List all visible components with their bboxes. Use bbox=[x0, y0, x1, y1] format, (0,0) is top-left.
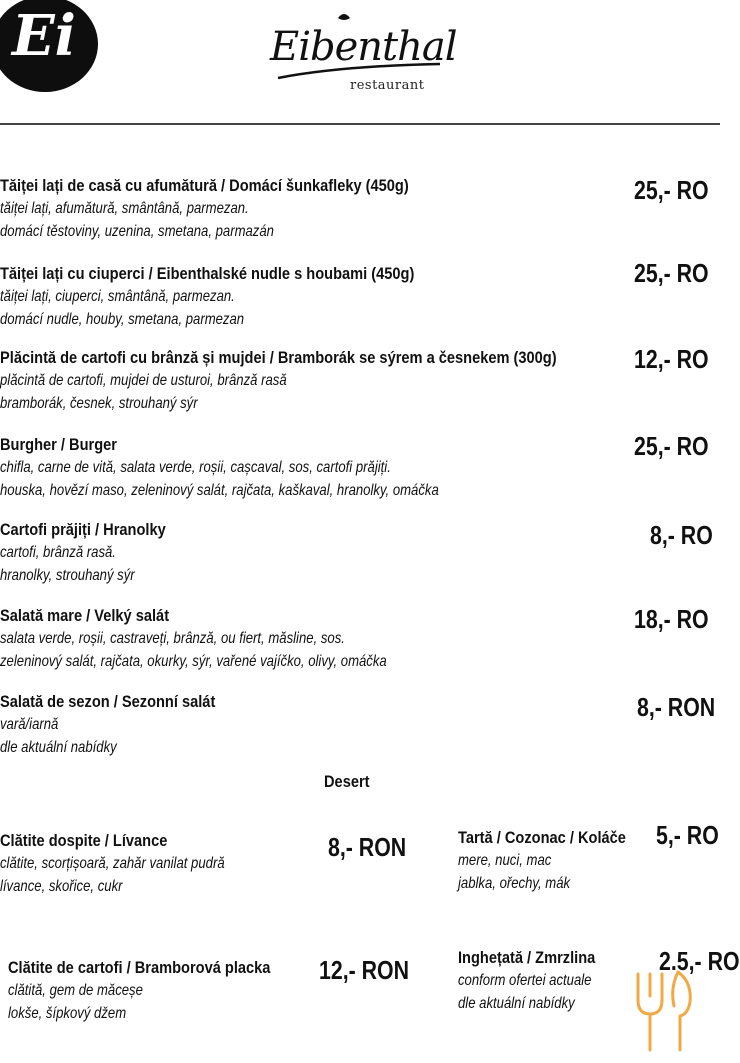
dessert-item bbox=[458, 826, 653, 895]
brand-name: Eibenthal bbox=[270, 24, 457, 70]
dessert-item-desc-cz: jablka, ořechy, mák bbox=[458, 875, 571, 892]
menu-item-price: 25,- RO bbox=[634, 258, 709, 288]
dessert-item-desc-ro: clătite, scorțișoară, zahăr vanilat pudră bbox=[0, 855, 225, 872]
dessert-item-desc-ro: conform ofertei actuale bbox=[458, 972, 592, 989]
dessert-item-title: Tartă / Cozonac / Koláče bbox=[458, 828, 626, 847]
menu-item-title: Tăiței lați cu ciuperci / Eibenthalské nudle s houbami (450g) bbox=[0, 264, 415, 283]
dessert-item-desc-cz: dle aktuální nabídky bbox=[458, 995, 575, 1012]
dessert-item-price: 8,- RON bbox=[328, 832, 407, 862]
dessert-item-price: 12,- RON bbox=[319, 955, 410, 985]
menu-item-desc-ro: tăiței lați, ciuperci, smântână, parmezan. bbox=[0, 288, 235, 305]
menu-item-title: Salată de sezon / Sezonní salát bbox=[0, 692, 216, 711]
logo-monogram-text: Ei bbox=[12, 3, 76, 69]
dessert-item-desc-ro: clătită, gem de măceșe bbox=[8, 982, 143, 999]
menu-item-title: Tăiței lați de casă cu afumătură / Domácí šunkafleky (450g) bbox=[0, 176, 409, 195]
menu-item-price: 8,- RON bbox=[637, 692, 716, 722]
menu-item-desc-ro: chifla, carne de vită, salata verde, roșii, cașcaval, sos, cartofi prăjiți. bbox=[0, 459, 391, 476]
menu-item-desc-ro: tăiței lați, afumătură, smântână, parmezan. bbox=[0, 200, 249, 217]
menu-item-title: Cartofi prăjiți / Hranolky bbox=[0, 520, 166, 539]
menu-item bbox=[0, 262, 482, 331]
dessert-item-price: 5,- RO bbox=[656, 820, 719, 850]
dessert-item-desc-cz: lívance, skořice, cukr bbox=[0, 878, 123, 895]
menu-item bbox=[0, 518, 193, 587]
brand-logo bbox=[270, 8, 457, 100]
fork-spoon-watermark-icon bbox=[628, 968, 698, 1056]
menu-item-title: Salată mare / Velký salát bbox=[0, 606, 170, 625]
dessert-item-desc-cz: lokše, šípkový džem bbox=[8, 1005, 127, 1022]
menu-item-desc-cz: hranolky, strouhaný sýr bbox=[0, 567, 135, 584]
menu-item-desc-cz: zeleninový salát, rajčata, okurky, sýr, vařené vajíčko, olivy, omáčka bbox=[0, 653, 387, 670]
menu-item-desc-cz: houska, hovězí maso, zeleninový salát, rajčata, kaškaval, hranolky, omáčka bbox=[0, 482, 439, 499]
dessert-item-title: Inghețată / Zmrzlina bbox=[458, 948, 596, 967]
menu-item-price: 25,- RO bbox=[634, 431, 709, 461]
menu-item bbox=[0, 174, 475, 243]
menu-item-desc-cz: dle aktuální nabídky bbox=[0, 739, 117, 756]
dessert-item-title: Clătite dospite / Lívance bbox=[0, 831, 168, 850]
menu-item bbox=[0, 604, 472, 673]
header-divider bbox=[0, 123, 720, 125]
dessert-item bbox=[0, 829, 274, 898]
dessert-heading: Desert bbox=[324, 772, 370, 791]
menu-item-desc-cz: domácí nudle, houby, smetana, parmezan bbox=[0, 311, 245, 328]
dessert-item bbox=[458, 946, 621, 1015]
dessert-item-price: 2.5,- RO bbox=[659, 946, 740, 976]
menu-item-price: 25,- RO bbox=[634, 175, 709, 205]
menu-item-desc-cz: bramborák, česnek, strouhaný sýr bbox=[0, 395, 198, 412]
menu-item bbox=[0, 346, 647, 415]
menu-item bbox=[0, 433, 535, 502]
menu-item bbox=[0, 690, 250, 759]
dessert-item bbox=[8, 956, 313, 1025]
menu-item-desc-ro: salata verde, roșii, castraveți, brânză, ou fiert, măsline, sos. bbox=[0, 630, 345, 647]
menu-item-desc-cz: domácí těstoviny, uzenina, smetana, parmazán bbox=[0, 223, 274, 240]
menu-item-desc-ro: plăcintă de cartofi, mujdei de usturoi, brânză rasă bbox=[0, 372, 287, 389]
menu-item-desc-ro: vară/iarnă bbox=[0, 716, 59, 733]
menu-item-price: 18,- RO bbox=[634, 604, 709, 634]
menu-item-title: Plăcintă de cartofi cu brânză și mujdei / Bramborák se sýrem a česnekem (300g) bbox=[0, 348, 557, 367]
menu-item-price: 12,- RO bbox=[634, 344, 709, 374]
menu-item-title: Burgher / Burger bbox=[0, 435, 117, 454]
dessert-item-desc-ro: mere, nuci, mac bbox=[458, 852, 552, 869]
brand-subtitle: restaurant bbox=[350, 78, 425, 93]
menu-item-desc-ro: cartofi, brânză rasă. bbox=[0, 544, 116, 561]
menu-item-price: 8,- RO bbox=[650, 520, 713, 550]
dessert-item-title: Clătite de cartofi / Bramborová placka bbox=[8, 958, 271, 977]
logo-monogram bbox=[0, 0, 98, 92]
